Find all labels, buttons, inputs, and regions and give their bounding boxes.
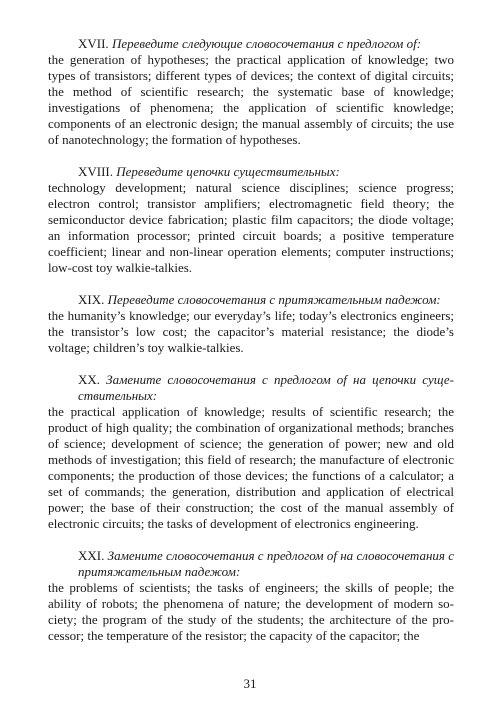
page-number: 31: [243, 676, 257, 691]
exercise-instruction: Замените словосочетания с предлогом of на цепочки существительных:: [78, 372, 454, 403]
page-content: [48, 36, 454, 660]
exercise-heading: [48, 292, 454, 308]
exercise-xxi: [48, 548, 454, 644]
exercise-instruction: Переведите словосочетания с притяжательным падежом:: [107, 292, 441, 307]
exercise-text: the humanity’s knowledge; our everyday’s life; today’s electronics engineers; the transistor’s low cost; the capacitor’s material resistance; the diode’s voltage; children’s toy walkie-talkies.: [48, 308, 454, 355]
exercise-heading: [48, 164, 454, 180]
exercise-instruction: Переведите цепочки существительных:: [116, 164, 340, 179]
exercise-heading: [48, 372, 454, 404]
exercise-instruction: Переведите следующие словосочетания с предлогом of:: [111, 36, 422, 51]
exercise-text: the practical application of knowledge; results of scientific research; the product of high quality; the combination of organizational methods; branches of science; development of science; the generation of power; new and old methods of investigation; this field of research; the manufacture of electronic components; the production of those devices; the functions of a calculator; a set of commands; the generation, distribution and application of electrical power; the base of their construction; the cost of the manual assembly of electronic circuits; the tasks of development of electronics engineering.: [48, 404, 454, 531]
exercise-number: XIX.: [78, 292, 105, 307]
exercise-number: XVIII.: [78, 164, 114, 179]
exercise-number: XVII.: [78, 36, 109, 51]
exercise-text: the problems of scientists; the tasks of engineers; the skills of people; the ability of robots; the phenomena of nature; the development of modern society; the program of the study of the students; the architecture of the processor; the temperature of the resistor; the capacity of the capacitor; the: [48, 580, 454, 643]
exercise-number: XX.: [78, 372, 101, 387]
exercise-instruction: Замените словосочетания с предлогом of на словосочетания с притяжательным падежом:: [78, 548, 454, 579]
exercise-heading: [48, 36, 454, 52]
exercise-number: XXI.: [78, 548, 105, 563]
exercise-text: the generation of hypotheses; the practical application of knowledge; two types of transistors; different types of devices; the context of digital circuits; the method of scientific research; the systematic base of knowledge; investigations of phenomena; the application of scientific knowledge; components of an electronic design; the manual assembly of circuits; the use of nanotechnology; the formation of hypotheses.: [48, 52, 454, 147]
exercise-heading: [48, 548, 454, 580]
exercise-xviii: [48, 164, 454, 276]
exercise-xx: [48, 372, 454, 532]
exercise-xvii: [48, 36, 454, 148]
exercise-xix: [48, 292, 454, 356]
exercise-text: technology development; natural science disciplines; science progress; electron control; transistor amplifiers; electromagnetic field theory; the semiconductor device fabrication; plastic film capacitors; the diode voltage; an information processor; printed circuit boards; a positive temperature coefficient; linear and non-linear operation elements; computer instructions; low-cost toy walkie-talkies.: [48, 180, 454, 275]
